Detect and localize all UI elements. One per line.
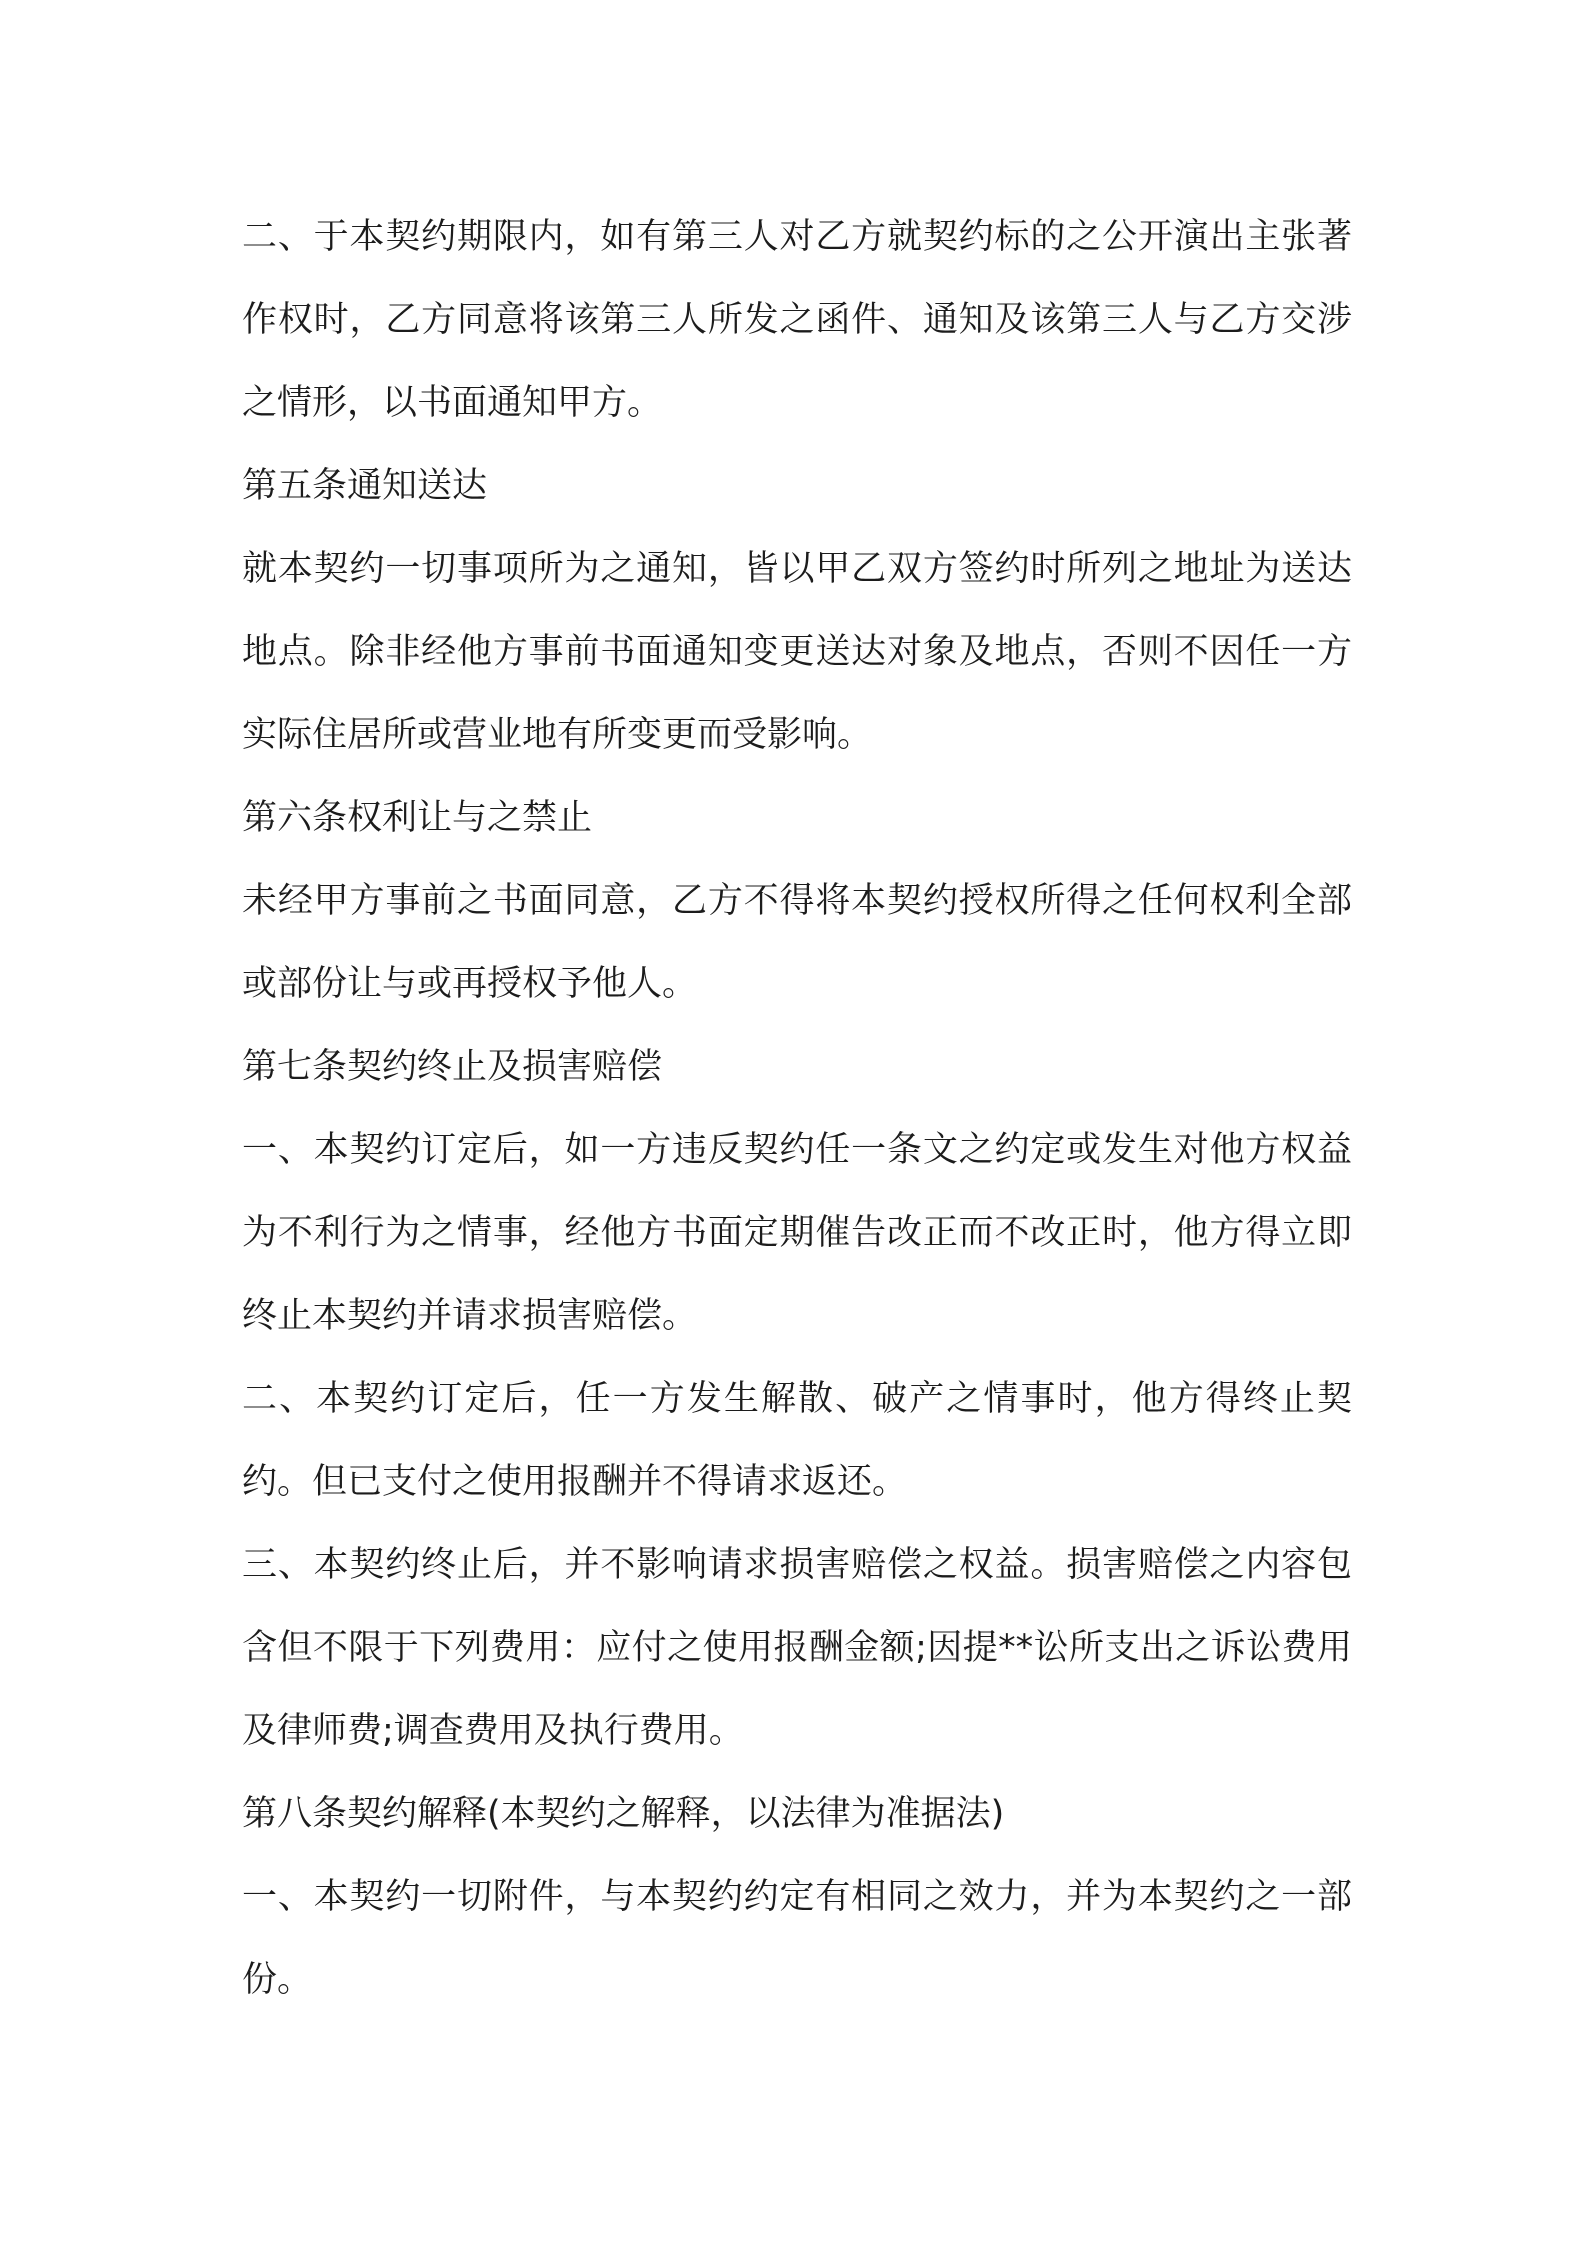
paragraph-article6: 未经甲方事前之书面同意，乙方不得将本契约授权所得之任何权利全部或部份让与或再授权予他人。 <box>242 881 1352 1004</box>
paragraph-article7-clause3: 三、本契约终止后，并不影响请求损害赔偿之权益。损害赔偿之内容包含但不限于下列费用：应付之使用报酬金额;因提**讼所支出之诉讼费用及律师费;调查费用及执行费用。 <box>242 1545 1352 1751</box>
heading-article8: 第八条契约解释(本契约之解释，以法律为准据法) <box>242 1794 1005 1834</box>
heading-article5: 第五条通知送达 <box>242 466 488 506</box>
paragraph-article4-clause2: 二、于本契约期限内，如有第三人对乙方就契约标的之公开演出主张著作权时，乙方同意将该第三人所发之函件、通知及该第三人与乙方交涉之情形，以书面通知甲方。 <box>242 217 1352 423</box>
paragraph-article8-clause1: 一、本契约一切附件，与本契约约定有相同之效力，并为本契约之一部份。 <box>242 1877 1352 2000</box>
paragraph-article5: 就本契约一切事项所为之通知，皆以甲乙双方签约时所列之地址为送达地点。除非经他方事前书面通知变更送达对象及地点，否则不因任一方实际住居所或营业地有所变更而受影响。 <box>242 549 1352 755</box>
heading-article7: 第七条契约终止及损害赔偿 <box>242 1047 663 1087</box>
heading-article6: 第六条权利让与之禁止 <box>242 798 593 838</box>
document-body <box>242 196 1352 2022</box>
paragraph-article7-clause1: 一、本契约订定后，如一方违反契约任一条文之约定或发生对他方权益为不利行为之情事，经他方书面定期催告改正而不改正时，他方得立即终止本契约并请求损害赔偿。 <box>242 1130 1352 1336</box>
paragraph-article7-clause2: 二、本契约订定后，任一方发生解散、破产之情事时，他方得终止契约。但已支付之使用报酬并不得请求返还。 <box>242 1379 1352 1502</box>
